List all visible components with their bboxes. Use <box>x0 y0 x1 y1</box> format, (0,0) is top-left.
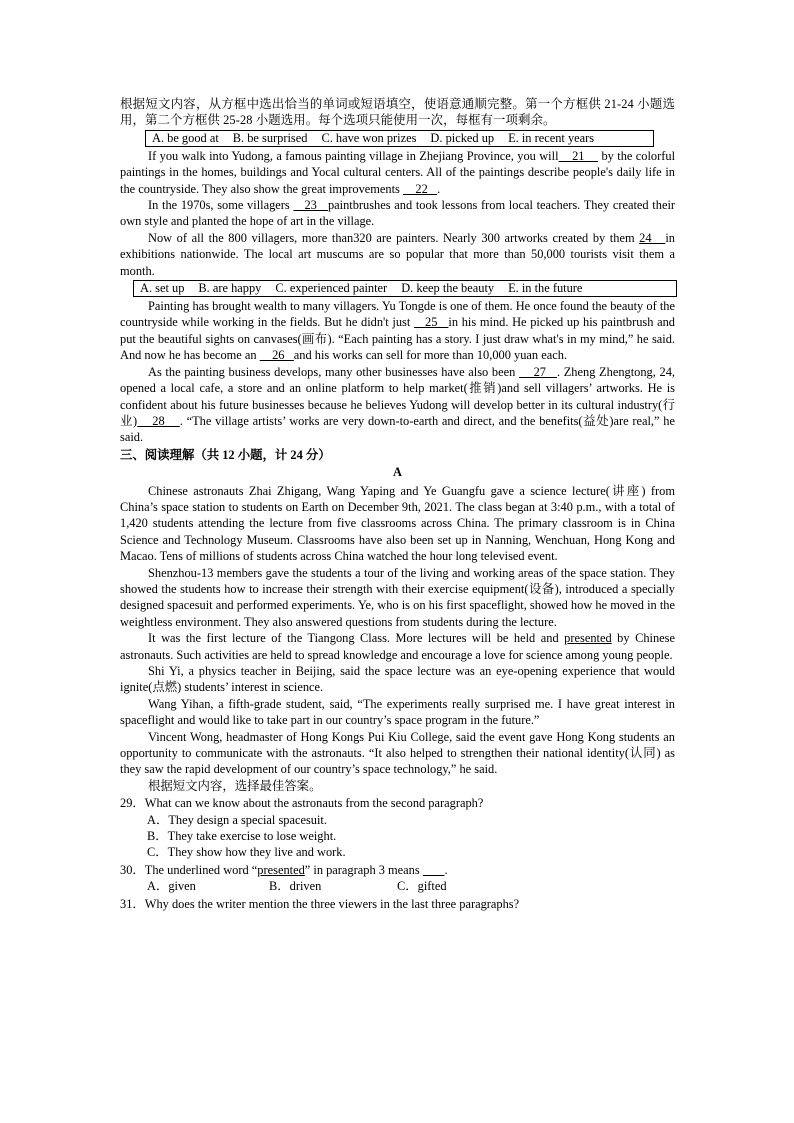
question-30-option-c[interactable]: C．gifted <box>397 879 447 894</box>
word-box-1-option-b: B. be surprised <box>232 130 308 145</box>
blank-22: 22 <box>402 181 438 196</box>
text: by Chinese astronauts. Such activities are held to spread knowledge and encourage a love for science among young people. <box>120 631 675 662</box>
cloze-paragraph-4 <box>120 298 675 364</box>
reading-paragraph-5: Wang Yihan, a fifth-grade student, said, “The experiments really surprised me. I have great interest in spaceflight and would like to take part in our country’s space program in the future.” <box>120 696 675 728</box>
question-29: 29．What can we know about the astronauts from the second paragraph? <box>120 796 484 811</box>
word-box-1-option-c: C. have won prizes <box>321 130 417 145</box>
word-box-1 <box>145 130 654 147</box>
answer-blank <box>423 862 448 877</box>
underlined-word: presented <box>257 862 305 877</box>
word-box-2-option-a: A. set up <box>140 281 185 296</box>
blank-28: 28 <box>137 413 180 428</box>
text: . <box>444 862 448 877</box>
blank-24: 24 <box>639 230 666 245</box>
text: by the colorful paintings in the homes, buildings and Yocal cultural centers. All of the paintings describe people's daily life in the countryside. They also show the great improvements <box>120 148 676 196</box>
blank-23: 23 <box>293 198 328 213</box>
text: in exhibitions nationwide. The local art muscums are so popular that more than 50,000 tourists visit them a month. <box>120 230 675 278</box>
question-30 <box>120 862 675 878</box>
blank-21: 21 <box>558 148 599 163</box>
text: ” in paragraph 3 means <box>304 862 423 877</box>
word-box-1-option-a: A. be good at <box>152 130 219 145</box>
word-box-2-option-e: E. in the future <box>508 281 583 296</box>
question-30-options <box>120 878 675 894</box>
underlined-word: presented <box>564 631 612 646</box>
word-box-2-option-d: D. keep the beauty <box>401 281 495 296</box>
blank-27: 27 <box>518 364 557 379</box>
word-box-2-option-c: C. experienced painter <box>275 281 388 296</box>
word-box-1-option-d: D. picked up <box>430 130 495 145</box>
question-29-option-a[interactable]: A．They design a special spacesuit. <box>147 812 327 827</box>
question-30-option-b[interactable]: B．driven <box>269 879 322 894</box>
word-box-1-option-e: E. in recent years <box>508 130 595 145</box>
word-box-2-option-b: B. are happy <box>198 281 262 296</box>
question-29-option-b[interactable]: B．They take exercise to lose weight. <box>147 829 337 844</box>
question-31: 31．Why does the writer mention the three viewers in the last three paragraphs? <box>120 896 520 911</box>
reading-paragraph-3 <box>120 630 675 663</box>
cloze-paragraph-5 <box>120 364 675 446</box>
text: In the 1970s, some villagers <box>148 198 294 213</box>
text: It was the first lecture of the Tiangong Class. More lectures will be held and <box>148 631 565 646</box>
cloze-paragraph-2 <box>120 197 675 230</box>
text: Now of all the 800 villagers, more than320 are painters. Nearly 300 artworks created by them <box>148 230 640 245</box>
reading-section-title: 三、阅读理解（共 12 小题，计 24 分） <box>120 447 331 462</box>
reading-paragraph-1: Chinese astronauts Zhai Zhigang, Wang Yaping and Ye Guangfu gave a science lecture(讲座) from China’s space station to students on Earth on December 9th, 2021. The class began at 3:40 p.m., with a total of 1,420 students attending the lecture from five classrooms across China. The primary classroom is in China Science and Technology Museum. Classrooms have also been set up in Nanning, Wenchuan, Hong Kong and Macao. Tens of millions of students across China watched the hour long televised event. <box>120 483 675 564</box>
passage-label: A <box>393 465 402 480</box>
word-box-2 <box>133 280 677 297</box>
reading-paragraph-6: Vincent Wong, headmaster of Hong Kongs Pui Kiu College, said the event gave Hong Kong students an opportunity to communicate with the astronauts. “It also helped to strengthen their national identity(认同) as they saw the rapid development of our country’s space technology,” he said. <box>120 729 675 777</box>
text: If you walk into Yudong, a famous painting village in Zhejiang Province, you will <box>148 148 559 163</box>
text: Painting has brought wealth to many villagers. Yu Tongde is one of them. He once found the beauty of the countryside while working in the fields. But he didn't just <box>120 299 675 330</box>
text: . <box>437 181 441 196</box>
cloze-paragraph-3 <box>120 230 675 279</box>
text: paintbrushes and took lessons from local teachers. They created their own style and planted the hope of art in the village. <box>120 198 676 229</box>
page-content <box>120 96 675 912</box>
cloze-instruction: 根据短文内容，从方框中选出恰当的单词或短语填空，使语意通顺完整。第一个方框供 21-24 小题选用，第二个方框供 25-28 小题选用。每个选项只能使用一次，每框有一项剩余。 <box>120 97 675 128</box>
blank-25: 25 <box>413 315 449 330</box>
question-29-option-c[interactable]: C．They show how they live and work. <box>147 845 346 860</box>
text: in his mind. He picked up his paintbrush and put the beautiful sights on canvases(画布). “Each painting has a story. I just draw what's in my mind,” he said. And now he has become an <box>120 315 675 363</box>
text: 30．The underlined word “ <box>120 862 258 877</box>
text: . Zheng Zhengtong, 24, opened a local cafe, a store and an online platform to help market(推销)and sell villagers’ artworks. He is confident about his future businesses because he believes Yudong will develop better in its cultural industry(行业) <box>120 364 675 428</box>
text: and his works can sell for more than 10,000 yuan each. <box>293 348 567 363</box>
question-30-option-a[interactable]: A．given <box>147 879 196 894</box>
reading-paragraph-2: Shenzhou-13 members gave the students a tour of the living and working areas of the space station. They showed the students how to increase their strength with their exercise equipment(设备), introduced a specially designed spacesuit and performed experiments. Ye, who is on his first spaceflight, showed how he moved in the weightless environment. They also answered questions from students during the lecture. <box>120 565 675 629</box>
cloze-paragraph-1 <box>120 148 675 197</box>
text: . “The village artists’ works are very down-to-earth and direct, and the benefits(益处)are real,” he said. <box>120 413 675 445</box>
question-instruction: 根据短文内容，选择最佳答案。 <box>148 778 322 793</box>
text: As the painting business develops, many other businesses have also been <box>148 364 519 379</box>
reading-paragraph-4: Shi Yi, a physics teacher in Beijing, said the space lecture was an eye-opening experience that would ignite(点燃) students’ interest in science. <box>120 664 675 695</box>
blank-26: 26 <box>259 348 294 363</box>
